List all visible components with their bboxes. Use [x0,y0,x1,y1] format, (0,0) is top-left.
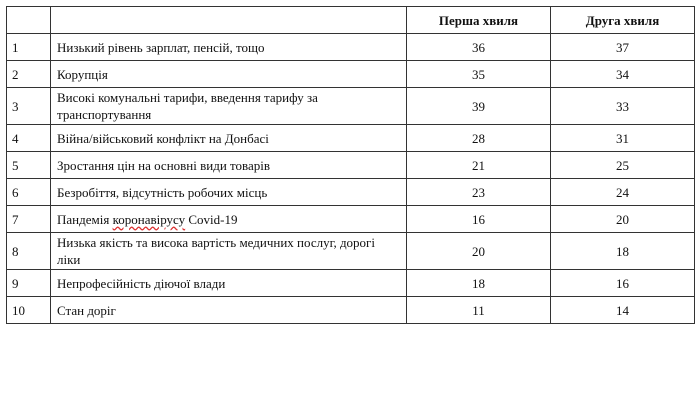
table-row [7,179,695,206]
table-row [7,34,695,61]
row-second-wave: 24 [551,179,695,206]
table-row [7,61,695,88]
row-second-wave: 31 [551,125,695,152]
row-issue-text-end: Covid-19 [185,211,238,227]
survey-table [6,6,695,324]
row-issue: Безробіття, відсутність робочих місць [51,179,407,206]
row-issue: Низький рівень зарплат, пенсій, тощо [51,34,407,61]
row-first-wave: 16 [407,206,551,233]
row-second-wave: 34 [551,61,695,88]
row-issue: Низька якість та висока вартість медичних послуг, дорогі ліки [51,233,407,270]
row-second-wave: 20 [551,206,695,233]
row-first-wave: 39 [407,88,551,125]
row-second-wave: 37 [551,34,695,61]
table-row [7,233,695,270]
row-second-wave: 16 [551,270,695,297]
table-row [7,125,695,152]
row-number: 10 [7,297,51,324]
table-row [7,270,695,297]
table-row [7,152,695,179]
header-issue [51,7,407,34]
table-row [7,297,695,324]
row-issue [51,206,407,233]
header-second-wave: Друга хвиля [551,7,695,34]
row-number: 6 [7,179,51,206]
row-first-wave: 21 [407,152,551,179]
table-row [7,206,695,233]
row-first-wave: 18 [407,270,551,297]
row-first-wave: 35 [407,61,551,88]
row-number: 8 [7,233,51,270]
row-number: 3 [7,88,51,125]
row-number: 9 [7,270,51,297]
header-first-wave: Перша хвиля [407,7,551,34]
row-issue: Високі комунальні тарифи, введення тарифу за транспортування [51,88,407,125]
row-number: 5 [7,152,51,179]
row-number: 7 [7,206,51,233]
row-first-wave: 28 [407,125,551,152]
row-first-wave: 23 [407,179,551,206]
row-issue: Війна/військовий конфлікт на Донбасі [51,125,407,152]
row-second-wave: 18 [551,233,695,270]
row-issue: Зростання цін на основні види товарів [51,152,407,179]
row-issue: Стан доріг [51,297,407,324]
row-number: 1 [7,34,51,61]
table-row [7,88,695,125]
row-issue: Непрофесійність діючої влади [51,270,407,297]
spellcheck-marked-word: коронавірусу [112,211,186,227]
row-first-wave: 36 [407,34,551,61]
row-number: 4 [7,125,51,152]
row-second-wave: 33 [551,88,695,125]
row-first-wave: 11 [407,297,551,324]
row-issue: Корупція [51,61,407,88]
row-second-wave: 14 [551,297,695,324]
row-issue-text-start: Пандемія [57,211,113,227]
row-second-wave: 25 [551,152,695,179]
header-number [7,7,51,34]
table-header-row [7,7,695,34]
row-number: 2 [7,61,51,88]
row-first-wave: 20 [407,233,551,270]
